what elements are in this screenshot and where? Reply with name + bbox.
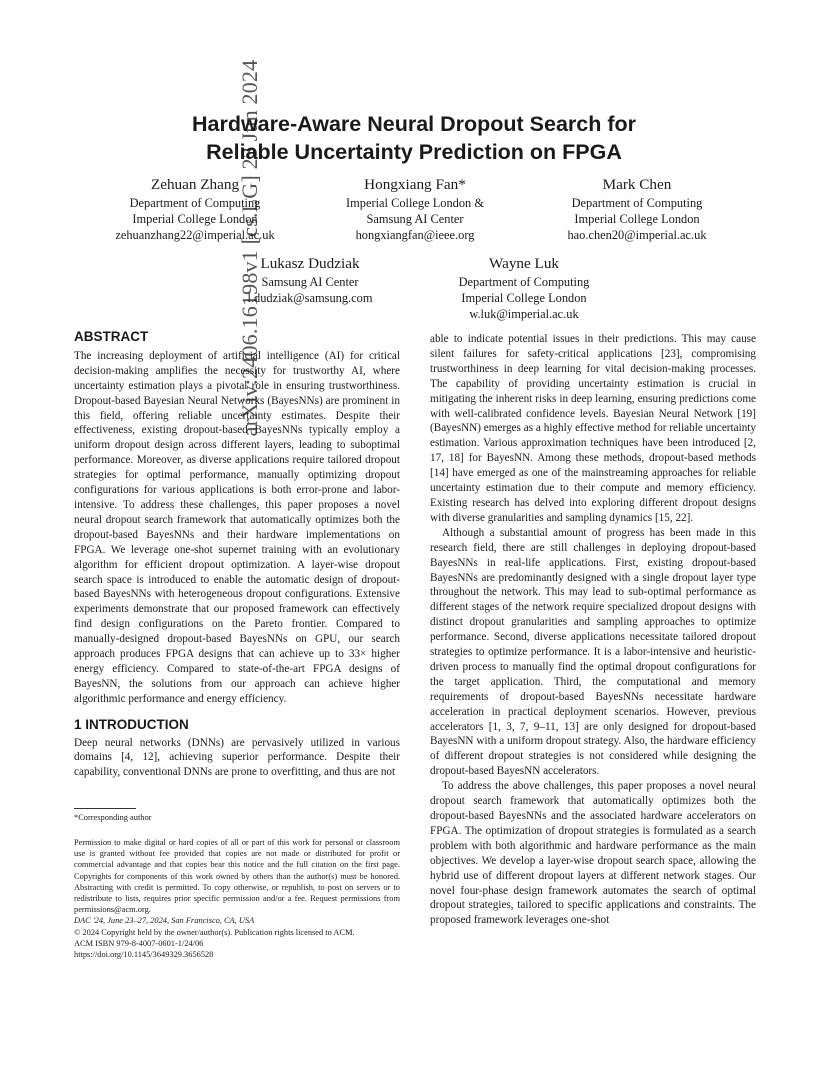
title-line-2: Reliable Uncertainty Prediction on FPGA xyxy=(206,140,622,164)
right-column xyxy=(430,332,756,928)
author-name: Zehuan Zhang xyxy=(150,176,240,193)
title-line-1: Hardware-Aware Neural Dropout Search for xyxy=(191,112,637,136)
abstract-text: The increasing deployment of artificial intelligence (AI) for critical decision-making amplifies the necessity for trustworthy AI, where uncertainty estimation plays a pivotal role in ensuring trustworthiness. Dropout-based Bayesian Neural Networks (BayesNNs) are prominent in this field, offering reliable uncertainty estimates. Despite their effectiveness, existing dropout-based BayesNNs typically employ a uniform dropout design across different layers, leading to suboptimal performance. Moreover, as diverse applications require tailored dropout strategies for optimal performance, manually optimizing dropout configurations for various applications is both error-prone and labor-intensive. To address these challenges, this paper proposes a novel neural dropout search framework that automatically optimizes both the dropout-based BayesNNs and their hardware implementations on FPGA. We leverage one-shot supernet training with an evolutionary algorithm for efficient dropout optimization. A layer-wise dropout search space is introduced to enable the automatic design of dropout-based BayesNNs with heterogeneous dropout configurations. Extensive experiments demonstrate that our proposed framework can effectively find design configurations on the Pareto frontier. Compared to manually-designed dropout-based BayesNNs on GPU, our search approach produces FPGA designs that can achieve up to 33× higher energy efficiency. Compared to state-of-the-art FPGA designs of BayesNN, the solutions from our approach can achieve higher algorithmic performance and energy efficiency. xyxy=(74,349,400,705)
author-affiliation: Samsung AI Center xyxy=(261,275,359,289)
author-email: hongxiangfan@ieee.org xyxy=(355,228,475,242)
permission-block xyxy=(74,837,400,960)
author-block-2 xyxy=(305,175,525,243)
permission-notice: Permission to make digital or hard copies of all or part of this work for personal or classroom use is granted without fee provided that copies are not made or distributed for profit or commercial advantage and that copies bear this notice and the full citation on the first page. Copyrights for components of this work owned by others than the author(s) must be honored. Abstracting with credit is permitted. To copy otherwise, or republish, to post on servers or to redistribute to lists, requires prior specific permission and/or a fee. Request permissions from permissions@acm.org. xyxy=(74,838,400,915)
author-email: zehuanzhang22@imperial.ac.uk xyxy=(115,228,275,242)
author-affiliation: Department of Computing xyxy=(458,275,590,289)
author-email: l.dudziak@samsung.com xyxy=(247,291,373,305)
author-affiliation: Imperial College London xyxy=(461,291,587,305)
author-affiliation: Samsung AI Center xyxy=(366,212,464,226)
intro-paragraph: Deep neural networks (DNNs) are pervasively utilized in various domains [4, 12], achieving superior performance. Despite their capability, conventional DNNs are prone to overfitting, and thus are not xyxy=(74,736,400,779)
author-name: Wayne Luk xyxy=(488,255,560,272)
corresponding-author-footnote: *Corresponding author xyxy=(74,813,152,822)
abstract-heading: ABSTRACT xyxy=(74,329,149,344)
author-name: Mark Chen xyxy=(602,176,672,193)
author-block-1 xyxy=(85,175,305,243)
author-affiliation: Imperial College London xyxy=(132,212,258,226)
intro-paragraph: To address the above challenges, this paper proposes a novel neural dropout search framework that automatically optimizes both the dropout-based BayesNNs and the associated hardware accelerators on FPGA. The optimization of dropout strategies is formulated as a search problem with both algorithmic and hardware performance as the main objectives. We develop a layer-wise dropout search space, allowing the hybrid use of different dropout layers at different network stages. Our novel four-phase design framework automates the search of optimal dropout strategies, tailored to specific applications and constraints. The proposed framework leverages one-shot xyxy=(430,780,756,927)
author-block-4 xyxy=(200,254,420,306)
intro-paragraph: able to indicate potential issues in their predictions. This may cause silent failures for safety-critical applications [23], compromising trustworthiness in deep learning for vital decision-making processes. The capability of providing uncertainty estimation is crucial in mitigating the inherent risks in deep learning, ensuring predictions come with well-calibrated confidence levels. Bayesian Neural Network [19] (BayesNN) emerges as a highly effective method for reliable uncertainty estimation. Various approximation techniques have been introduced [2, 17, 18] for BayesNN. Among these methods, dropout-based methods [14] have emerged as one of the mainstreaming approaches for reliable uncertainty estimation due to their compute and memory efficiency. Existing research has delved into exploring different dropout designs with diverse granularities and sampling dynamics [15, 22]. xyxy=(430,333,756,524)
author-block-5 xyxy=(414,254,634,322)
author-email: hao.chen20@imperial.ac.uk xyxy=(567,228,707,242)
isbn-line: ACM ISBN 979-8-4007-0601-1/24/06 xyxy=(74,938,204,948)
left-column xyxy=(74,330,400,780)
author-email: w.luk@imperial.ac.uk xyxy=(469,307,579,321)
paper-title xyxy=(0,110,828,166)
author-block-3 xyxy=(527,175,747,243)
footnote-rule xyxy=(74,808,136,809)
arxiv-identifier: arXiv:2406.16198v1 [cs.LG] 23 Jun 2024 xyxy=(237,59,262,437)
author-affiliation: Department of Computing xyxy=(129,196,261,210)
copyright-line: © 2024 Copyright held by the owner/author(s). Publication rights licensed to ACM. xyxy=(74,927,355,937)
author-affiliation: Imperial College London xyxy=(574,212,700,226)
author-name: Lukasz Dudziak xyxy=(260,255,360,272)
author-affiliation: Department of Computing xyxy=(571,196,703,210)
author-affiliation: Imperial College London & xyxy=(346,196,484,210)
doi-line: https://doi.org/10.1145/3649329.3656528 xyxy=(74,950,214,960)
conference-line: DAC '24, June 23–27, 2024, San Francisco, CA, USA xyxy=(74,916,255,926)
author-name: Hongxiang Fan* xyxy=(364,176,466,193)
section-heading-introduction: 1 INTRODUCTION xyxy=(74,716,189,732)
intro-paragraph: Although a substantial amount of progress has been made in this research field, there are still challenges in deploying dropout-based BayesNNs in real-life applications. First, existing dropout-based BayesNNs are predominantly designed with a single dropout layer type throughout the network. This may lead to sub-optimal performance as different stages of the network require specialized dropout designs with distinct dropout granularities and sampling approaches to optimize performance. Second, diverse applications necessitate tailored dropout strategies to optimize performance. It is a labor-intensive and heuristic-driven process to manually find the optimal dropout configurations for the target application. Third, the computational and memory requirements of dropout-based BayesNNs necessitate hardware acceleration in practical deployment scenarios. However, previous accelerators [1, 3, 7, 9–11, 13] are only designed for dropout-based BayesNN with a uniform dropout strategy. Also, the hardware efficiency of different dropout strategies is not considered while designing the dropout-based BayesNN accelerators. xyxy=(430,526,756,778)
